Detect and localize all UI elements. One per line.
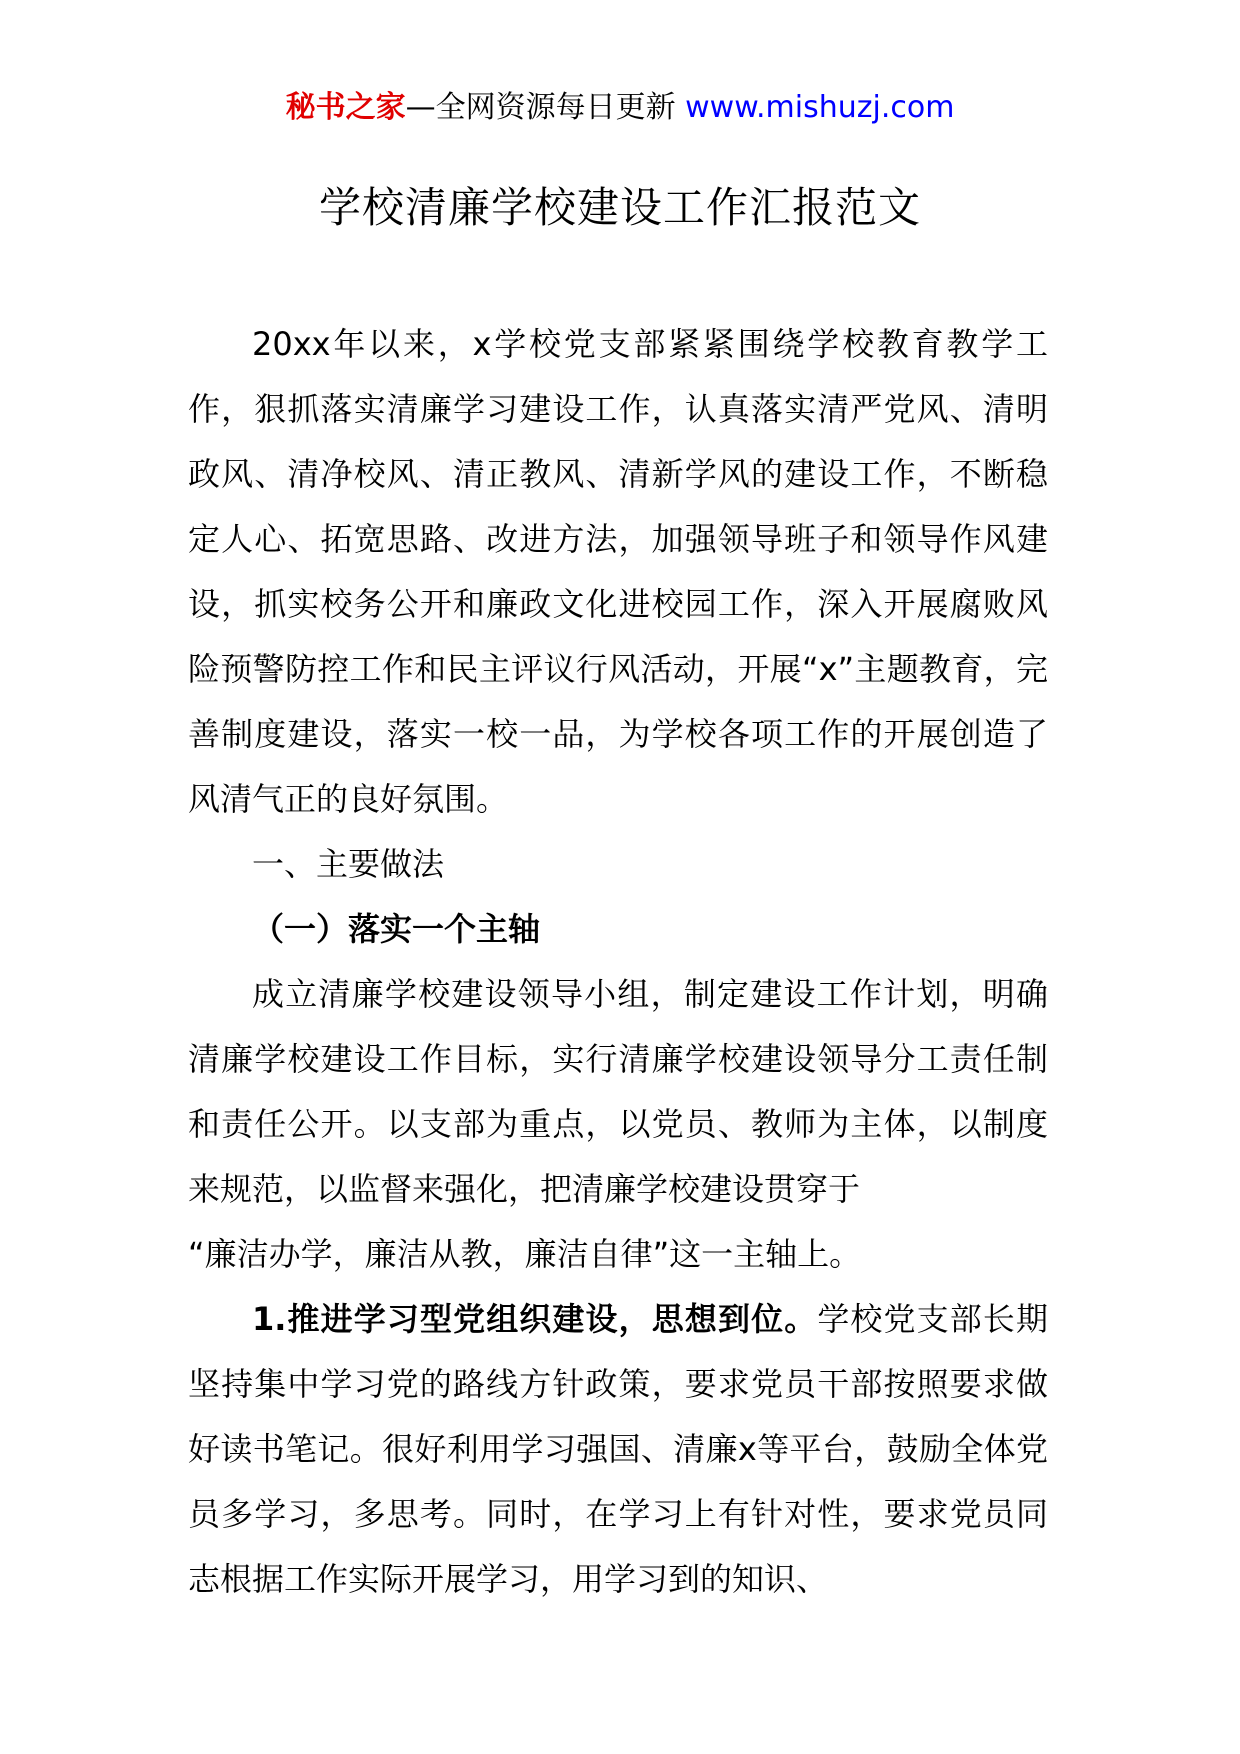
document-body (188, 312, 1048, 1612)
item-1-paragraph (188, 1287, 1048, 1612)
intro-paragraph: 20xx年以来，x学校党支部紧紧围绕学校教育教学工作，狠抓落实清廉学习建设工作，认真落实清严党风、清明政风、清净校风、清正教风、清新学风的建设工作，不断稳定人心、拓宽思路、改进方法，加强领导班子和领导作风建设，抓实校务公开和廉政文化进校园工作，深入开展腐败风险预警防控工作和民主评议行风活动，开展“x”主题教育，完善制度建设，落实一校一品，为学校各项工作的开展创造了风清气正的良好氛围。 (188, 325, 1048, 818)
item-1-text: 学校党支部长期坚持集中学习党的路线方针政策，要求党员干部按照要求做好读书笔记。很好利用学习强国、清廉x等平台，鼓励全体党员多学习，多思考。同时，在学习上有针对性，要求党员同志根据工作实际开展学习，用学习到的知识、 (188, 1300, 1048, 1598)
site-tagline: —全网资源每日更新 (405, 90, 676, 125)
body-paragraph-2-quote: “廉洁办学，廉洁从教，廉洁自律”这一主轴上。 (188, 1235, 862, 1273)
site-brand: 秘书之家 (285, 90, 406, 125)
body-paragraph-2: 成立清廉学校建设领导小组，制定建设工作计划，明确清廉学校建设工作目标，实行清廉学校建设领导分工责任制和责任公开。以支部为重点，以党员、教师为主体，以制度来规范，以监督来强化，把清廉学校建设贯穿于 (188, 975, 1048, 1208)
site-url-link[interactable]: www.mishuzj.com (685, 90, 955, 125)
item-1-lead: 1.推进学习型党组织建设，思想到位。 (252, 1300, 818, 1338)
subsection-heading-1: （一）落实一个主轴 (252, 910, 541, 948)
document-title: 学校清廉学校建设工作汇报范文 (318, 183, 921, 232)
section-heading-1: 一、主要做法 (252, 845, 445, 883)
site-header (0, 88, 1240, 128)
